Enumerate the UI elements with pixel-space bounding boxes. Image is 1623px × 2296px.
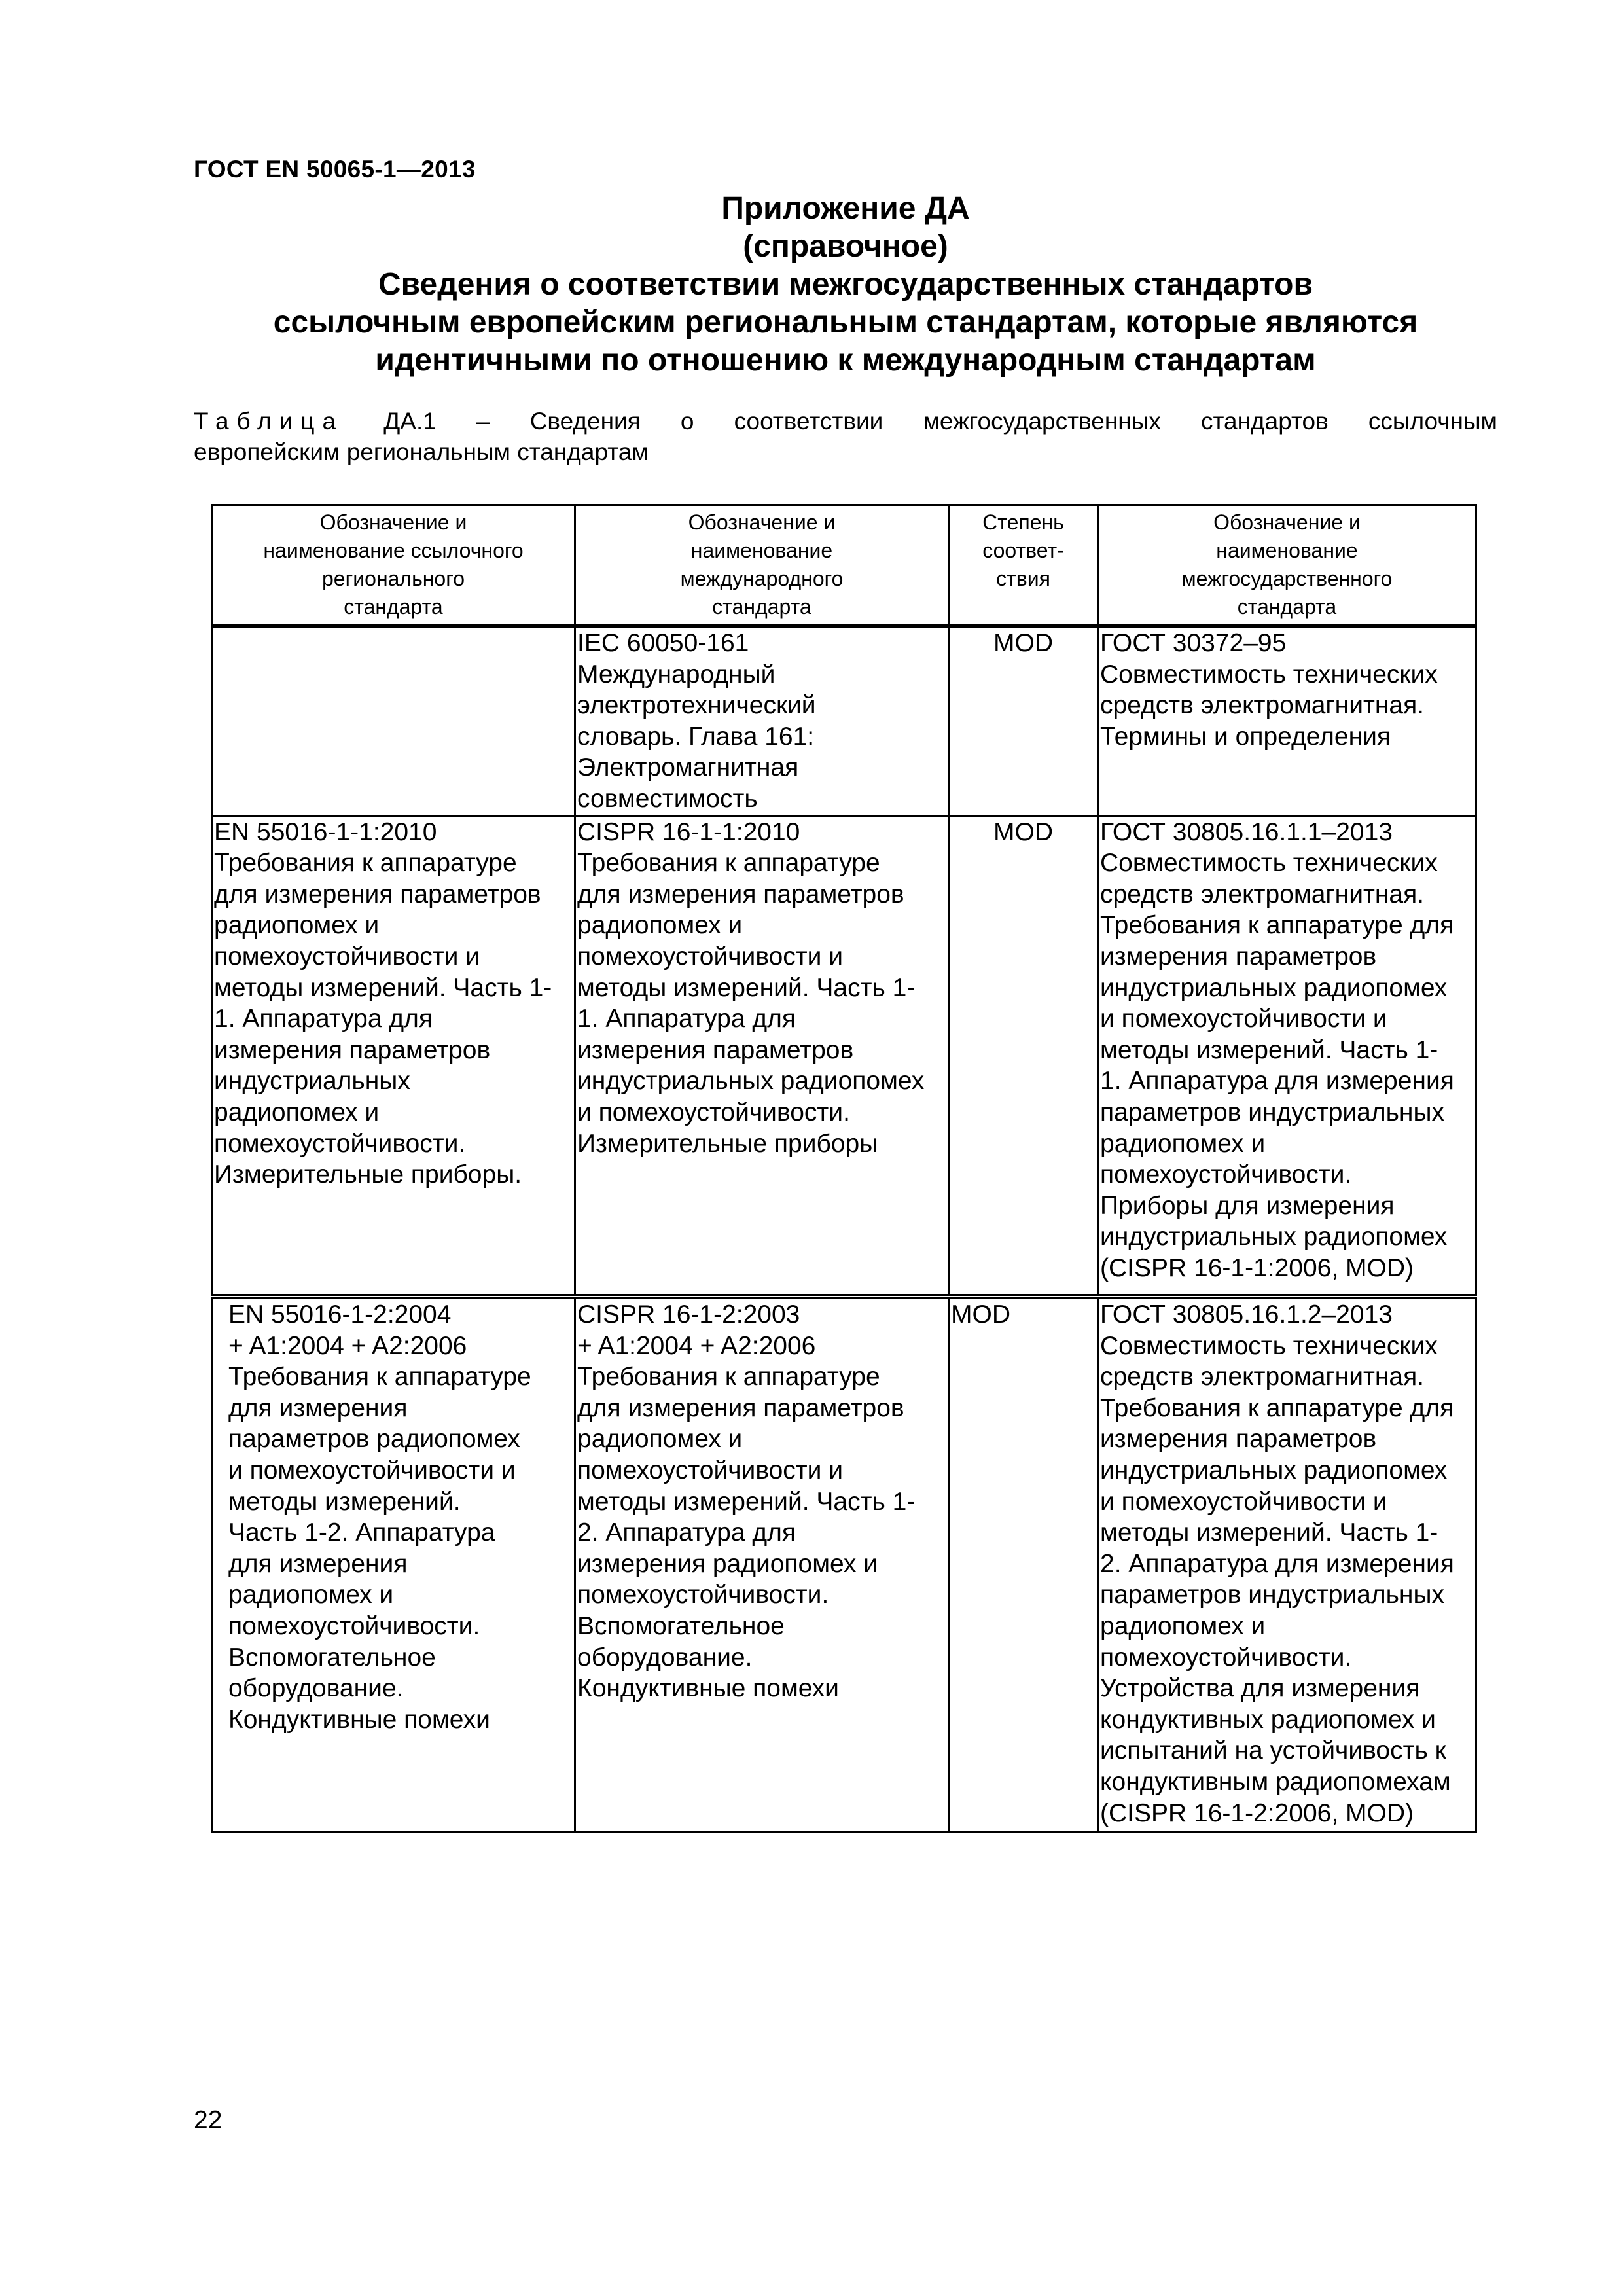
cell-line: Международный [577,660,776,689]
cell-interstate [1098,816,1476,1297]
appendix-heading [194,190,1497,380]
cell-line: IEC 60050-161 [577,629,749,657]
cell-regional [212,1297,575,1832]
cell-line: помехоустойчивости. [577,1581,829,1609]
caption-word: межгосударственных [923,408,1161,435]
cell-international [575,1297,949,1832]
appendix-title: Приложение ДА [721,191,970,226]
cell-line: средств электромагнитная. [1100,880,1425,908]
table-caption-line-2: европейским региональным стандартам [194,439,649,465]
cell-line: ГОСТ 30805.16.1.1–2013 [1100,817,1393,846]
cell-line: измерения параметров [214,1035,491,1064]
cell-line: Измерительные приборы [577,1129,878,1158]
cell-line: Совместимость технических [1100,660,1438,689]
cell-line: помехоустойчивости. [1100,1643,1352,1672]
cell-line: наименование [690,539,833,562]
cell-line: оборудование. [577,1643,753,1672]
cell-line: Измерительные приборы. [214,1160,522,1189]
cell-regional [212,816,575,1297]
cell-line: Обозначение и [319,511,467,534]
cell-line: соответ- [982,539,1064,562]
standards-table [211,504,1477,1833]
cell-line: радиопомех и [577,1425,743,1454]
cell-line: совместимость [577,784,758,813]
cell-line: EN 55016-1-2:2004 [228,1300,452,1329]
header-correspondence-degree [949,505,1098,626]
cell-international [575,816,949,1297]
cell-line: радиопомех и [214,911,380,940]
cell-interstate [1098,1297,1476,1832]
cell-line: Термины и определения [1100,722,1391,751]
cell-line: 1. Аппаратура для измерения [1100,1067,1454,1096]
cell-line: методы измерений. Часть 1- [1100,1518,1438,1547]
cell-line: наименование [1216,539,1358,562]
cell-line: Вспомогательное [228,1643,436,1672]
cell-line: кондуктивным радиопомехам [1100,1767,1451,1796]
cell-line: межгосударственного [1181,567,1393,590]
cell-degree: MOD [949,816,1098,1297]
cell-line: для измерения [228,1393,408,1422]
cell-line: наименование ссылочного [263,539,524,562]
cell-line: индустриальных [214,1067,410,1096]
cell-line: кондуктивных радиопомех и [1100,1705,1436,1734]
cell-line: (CISPR 16-1-1:2006, MOD) [1100,1253,1414,1282]
cell-line: 2. Аппаратура для [577,1518,796,1547]
cell-degree: MOD [949,1297,1098,1832]
table-caption-line-1 [194,406,1497,437]
cell-line: стандарта [1237,595,1337,619]
cell-line: Кондуктивные помехи [577,1674,839,1703]
cell-line: Степень [982,511,1064,534]
cell-line: средств электромагнитная. [1100,1363,1425,1391]
cell-line: электротехнический [577,691,816,720]
cell-line: 1. Аппаратура для [214,1005,433,1033]
cell-line: Требования к аппаратуре для [1100,1393,1454,1422]
cell-line: ГОСТ 30372–95 [1100,629,1287,657]
cell-line: ГОСТ 30805.16.1.2–2013 [1100,1300,1393,1329]
cell-line: Обозначение и [1213,511,1361,534]
cell-line: для измерения параметров [214,880,541,908]
cell-line: методы измерений. Часть 1- [1100,1035,1438,1064]
cell-line: + A1:2004 + A2:2006 [577,1331,816,1360]
cell-international [575,626,949,816]
cell-line: параметров индустриальных [1100,1098,1445,1126]
caption-word: Сведения [529,408,641,435]
table-row [212,1297,1476,1832]
header-interstate-standard [1098,505,1476,626]
caption-word: – [476,408,490,435]
cell-line: помехоустойчивости. [214,1129,466,1158]
caption-word: стандартов [1200,408,1329,435]
cell-degree: MOD [949,626,1098,816]
cell-line: Совместимость технических [1100,1331,1438,1360]
cell-line: радиопомех и [1100,1612,1266,1640]
cell-line: Совместимость технических [1100,849,1438,878]
appendix-type: (справочное) [743,229,948,264]
cell-line: радиопомех и [228,1581,394,1609]
caption-word: ссылочным [1368,408,1497,435]
cell-line: помехоустойчивости и [214,942,480,971]
cell-line: методы измерений. Часть 1- [577,973,916,1002]
page-number: 22 [194,2106,223,2134]
cell-line: помехоустойчивости. [1100,1160,1352,1189]
cell-line: средств электромагнитная. [1100,691,1425,720]
cell-line: помехоустойчивости и [577,1456,844,1485]
table-caption-prefix: Таблица [194,408,344,435]
cell-line: индустриальных радиопомех [577,1067,925,1096]
cell-line: Требования к аппаратуре [577,1363,880,1391]
cell-interstate [1098,626,1476,816]
table-row [212,626,1476,816]
appendix-heading-line-1: Сведения о соответствии межгосударственных стандартов [378,267,1313,302]
cell-line: параметров радиопомех [228,1425,520,1454]
cell-line: помехоустойчивости. [228,1612,480,1640]
cell-line: оборудование. [228,1674,404,1703]
cell-line: ствия [996,567,1050,590]
cell-line: индустриальных радиопомех [1100,973,1448,1002]
cell-line: Обозначение и [688,511,836,534]
header-international-standard [575,505,949,626]
cell-line: для измерения [228,1549,408,1578]
table-caption [194,406,1497,467]
cell-line: Приборы для измерения [1100,1191,1395,1220]
cell-line: и помехоустойчивости. [577,1098,850,1126]
cell-line: словарь. Глава 161: [577,722,815,751]
header-regional-standard [212,505,575,626]
cell-line: радиопомех и [1100,1129,1266,1158]
cell-line: Требования к аппаратуре для [1100,911,1454,940]
cell-line: 1. Аппаратура для [577,1005,796,1033]
cell-line: Часть 1-2. Аппаратура [228,1518,495,1547]
cell-line: для измерения параметров [577,1393,904,1422]
cell-line: регионального [322,567,465,590]
cell-line: Устройства для измерения [1100,1674,1420,1703]
cell-line: Электромагнитная [577,753,799,782]
table-header-row [212,505,1476,626]
cell-line: Кондуктивные помехи [228,1705,490,1734]
table-row [212,816,1476,1297]
cell-regional [212,626,575,816]
cell-line: Требования к аппаратуре [228,1363,531,1391]
cell-line: измерения параметров [1100,1425,1377,1454]
cell-line: международного [680,567,844,590]
document-id: ГОСТ EN 50065-1—2013 [194,156,476,183]
appendix-heading-line-2: ссылочным европейским региональным стандартам, которые являются [273,305,1418,340]
cell-line: измерения параметров [1100,942,1377,971]
cell-line: параметров индустриальных [1100,1581,1445,1609]
cell-line: Требования к аппаратуре [577,849,880,878]
cell-line: радиопомех и [577,911,743,940]
cell-line: CISPR 16-1-1:2010 [577,817,800,846]
caption-word: соответствии [734,408,883,435]
cell-line: EN 55016-1-1:2010 [214,817,437,846]
cell-line: 2. Аппаратура для измерения [1100,1549,1454,1578]
cell-line: стандарта [344,595,443,619]
cell-line: индустриальных радиопомех [1100,1456,1448,1485]
appendix-heading-line-3: идентичными по отношению к международным стандартам [375,343,1316,378]
cell-line: CISPR 16-1-2:2003 [577,1300,800,1329]
cell-line: Требования к аппаратуре [214,849,517,878]
caption-word: ДА.1 [383,408,437,435]
cell-line: + A1:2004 + A2:2006 [228,1331,467,1360]
cell-line: индустриальных радиопомех [1100,1223,1448,1251]
cell-line: и помехоустойчивости и [1100,1487,1387,1516]
cell-line: и помехоустойчивости и [228,1456,516,1485]
cell-line: для измерения параметров [577,880,904,908]
caption-word: о [680,408,694,435]
cell-line: помехоустойчивости и [577,942,844,971]
cell-line: методы измерений. [228,1487,461,1516]
cell-line: методы измерений. Часть 1- [214,973,552,1002]
cell-line: радиопомех и [214,1098,380,1126]
cell-line: Вспомогательное [577,1612,785,1640]
cell-line: измерения параметров [577,1035,854,1064]
cell-line: методы измерений. Часть 1- [577,1487,916,1516]
cell-line: и помехоустойчивости и [1100,1005,1387,1033]
cell-line: испытаний на устойчивость к [1100,1736,1446,1765]
cell-line: измерения радиопомех и [577,1549,878,1578]
cell-line: стандарта [712,595,812,619]
cell-line: (CISPR 16-1-2:2006, MOD) [1100,1799,1414,1827]
